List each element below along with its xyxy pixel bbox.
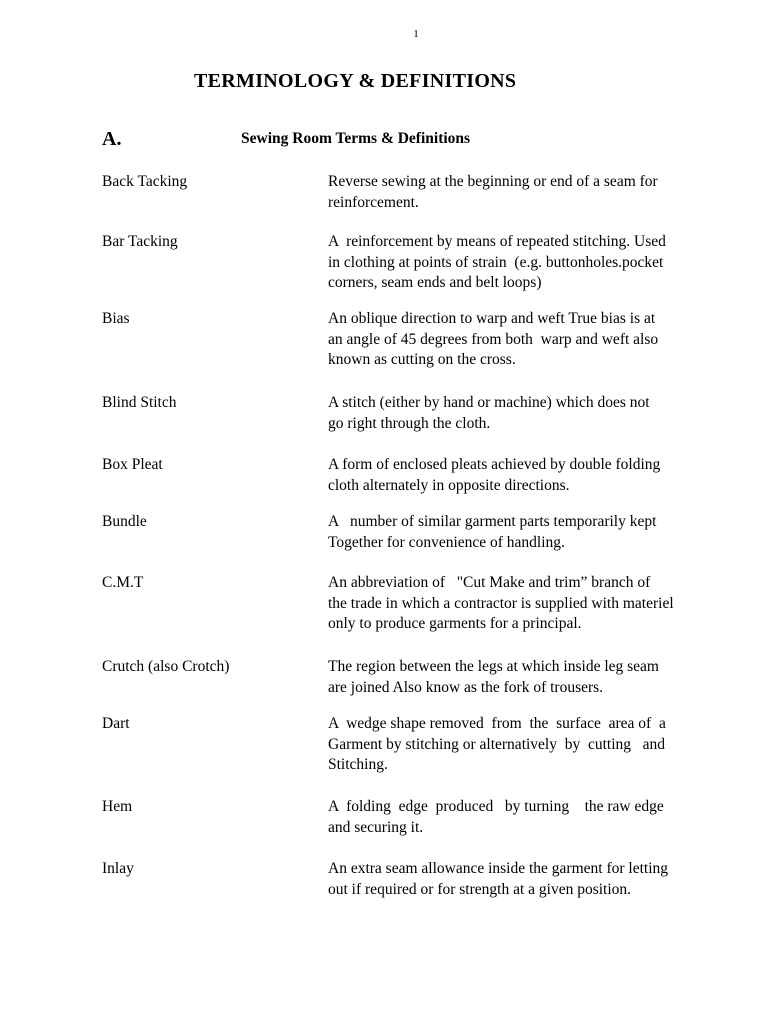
definition-line: an angle of 45 degrees from both warp and weft also	[328, 330, 659, 348]
definition-line: A folding edge produced by turning the raw edge	[328, 798, 664, 815]
definition-line: Garment by stitching or alternatively by cutting and	[328, 735, 666, 753]
definition-line: A form of enclosed pleats achieved by double folding	[328, 456, 661, 473]
definition-line: known as cutting on the cross.	[328, 351, 516, 368]
definition-line: A wedge shape removed from the surface area of a	[328, 715, 666, 732]
glossary-term: Dart	[102, 715, 130, 732]
glossary-term: Inlay	[102, 860, 134, 877]
glossary-term: Back Tacking	[102, 173, 188, 190]
glossary-term: Hem	[102, 798, 133, 815]
definition-line: Reverse sewing at the beginning or end of a seam for	[328, 173, 658, 190]
definition-line: The region between the legs at which inside leg seam	[328, 658, 659, 675]
definition-line: only to produce garments for a principal.	[328, 615, 582, 632]
definition-line: An abbreviation of "Cut Make and trim” branch of	[328, 574, 651, 591]
glossary-term: Blind Stitch	[102, 394, 177, 411]
glossary-term: C.M.T	[102, 574, 144, 591]
glossary-definition	[328, 309, 728, 371]
glossary-definition	[328, 232, 728, 294]
glossary-definition	[328, 714, 728, 776]
glossary-definition	[328, 172, 728, 213]
definition-line: A stitch (either by hand or machine) which does not	[328, 394, 650, 411]
definition-line: go right through the cloth.	[328, 414, 491, 432]
definition-line: Stitching.	[328, 756, 388, 773]
definition-line: cloth alternately in opposite directions.	[328, 476, 570, 494]
glossary-definition	[328, 512, 728, 553]
definition-line: in clothing at points of strain (e.g. buttonholes.pocket	[328, 253, 664, 271]
section-letter: A.	[102, 128, 122, 150]
definition-line: An extra seam allowance inside the garment for letting	[328, 860, 669, 877]
page-number: 1	[413, 28, 419, 40]
glossary-definition	[328, 573, 728, 635]
glossary-definition	[328, 455, 728, 496]
section-heading: Sewing Room Terms & Definitions	[241, 130, 471, 147]
glossary-term: Bundle	[102, 513, 147, 530]
glossary-term: Box Pleat	[102, 456, 163, 473]
definition-line: out if required or for strength at a given position.	[328, 880, 632, 898]
definition-line: corners, seam ends and belt loops)	[328, 274, 542, 291]
definition-line: A number of similar garment parts temporarily kept	[328, 513, 657, 530]
page-title: TERMINOLOGY & DEFINITIONS	[194, 70, 517, 92]
glossary-term: Bias	[102, 310, 130, 327]
glossary-term: Bar Tacking	[102, 233, 178, 250]
glossary-definition	[328, 657, 728, 698]
glossary-definition	[328, 797, 728, 838]
definition-line: are joined Also know as the fork of trousers.	[328, 678, 604, 696]
definition-line: reinforcement.	[328, 193, 419, 211]
definition-line: An oblique direction to warp and weft True bias is at	[328, 310, 656, 327]
glossary-term: Crutch (also Crotch)	[102, 658, 230, 675]
definition-line: Together for convenience of handling.	[328, 533, 565, 551]
definition-line: and securing it.	[328, 818, 424, 836]
definition-line: A reinforcement by means of repeated stitching. Used	[328, 233, 666, 250]
definition-line: the trade in which a contractor is supplied with materiel	[328, 594, 674, 612]
glossary-definition	[328, 393, 728, 434]
glossary-definition	[328, 859, 728, 900]
